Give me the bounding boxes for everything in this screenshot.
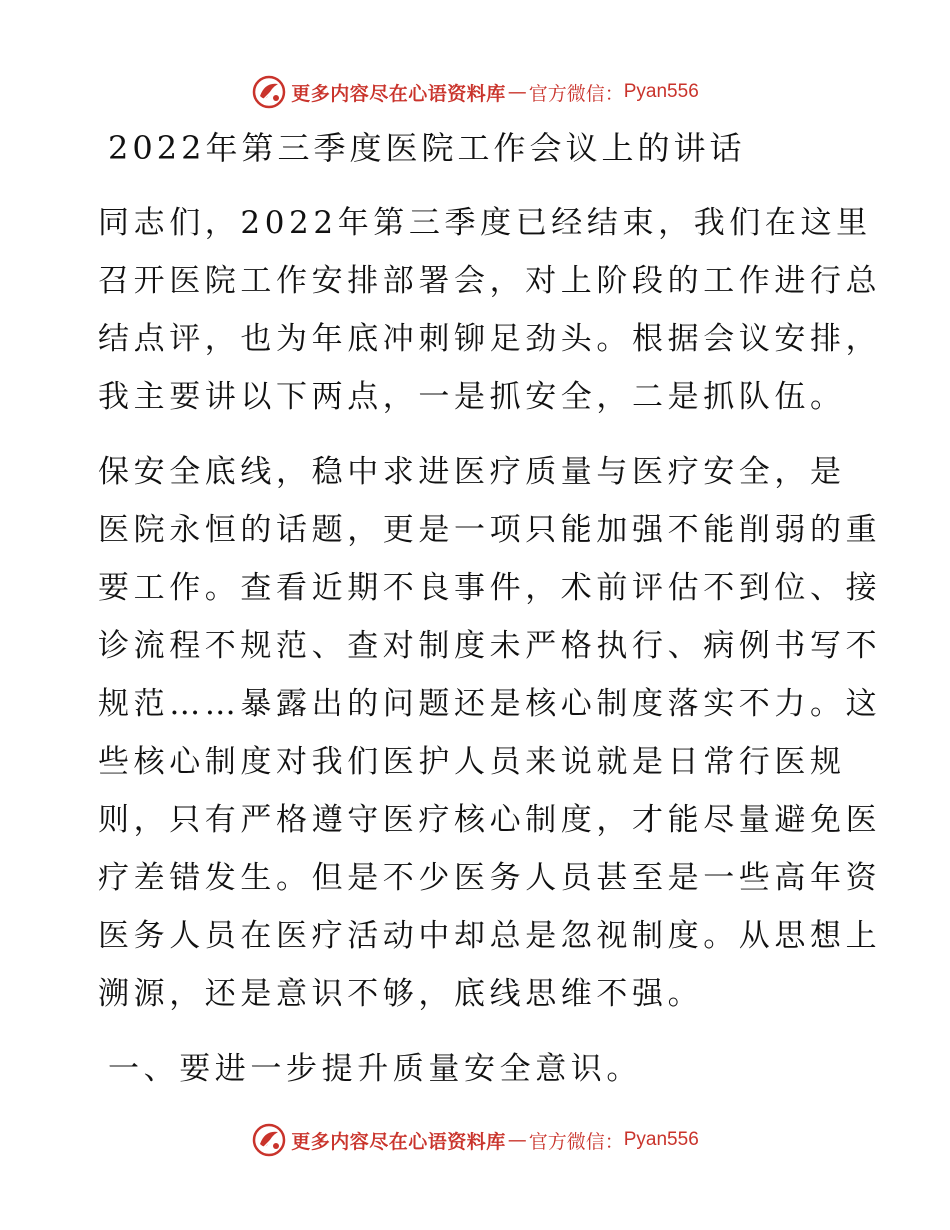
paragraph-line: 保安全底线，稳中求进医疗质量与医疗安全，是 [98,454,846,490]
banner-wechat-id: Pyan556 [623,81,699,102]
header-watermark-banner [0,72,950,112]
footer-watermark-banner [0,1120,950,1160]
banner-wechat-label: 官方微信： [528,1130,624,1153]
paragraph-1 [98,194,882,426]
paragraph-line: 疗差错发生。但是不少医务人员甚至是一些高年资 [98,860,882,896]
banner-text: 更多内容尽在心语资料库 [291,1130,506,1153]
paragraph-line: 医院永恒的话题，更是一项只能加强不能削弱的重 [98,512,882,548]
paragraph-2 [98,443,882,1023]
section-heading: 一、要进一步提升质量安全意识。 [108,1051,642,1087]
banner-separator: — [507,81,527,103]
paragraph-line: 我主要讲以下两点，一是抓安全，二是抓队伍。 [98,379,846,415]
paragraph-line: 结点评，也为年底冲刺铆足劲头。根据会议安排， [98,321,882,357]
paragraph-line: 要工作。查看近期不良事件，术前评估不到位、接 [98,570,882,606]
paragraph-line: 同志们，2022年第三季度已经结束，我们在这里 [98,205,872,241]
banner-wechat-label: 官方微信： [528,82,624,105]
paragraph-line: 溯源，还是意识不够，底线思维不强。 [98,976,704,1012]
banner-text: 更多内容尽在心语资料库 [291,82,506,105]
paragraph-line: 诊流程不规范、查对制度未严格执行、病例书写不 [98,628,882,664]
document-title: 2022年第三季度医院工作会议上的讲话 [108,129,746,167]
paragraph-line: 些核心制度对我们医护人员来说就是日常行医规 [98,744,846,780]
paragraph-line: 医务人员在医疗活动中却总是忽视制度。从思想上 [98,918,882,954]
banner-separator: — [507,1129,527,1151]
banner-wechat-id: Pyan556 [623,1129,699,1150]
brand-logo-icon [251,1122,287,1158]
paragraph-line: 规范……暴露出的问题还是核心制度落实不力。这 [98,686,882,722]
paragraph-line: 则，只有严格遵守医疗核心制度，才能尽量避免医 [98,802,882,838]
paragraph-line: 召开医院工作安排部署会，对上阶段的工作进行总 [98,263,882,299]
brand-logo-icon [251,74,287,110]
